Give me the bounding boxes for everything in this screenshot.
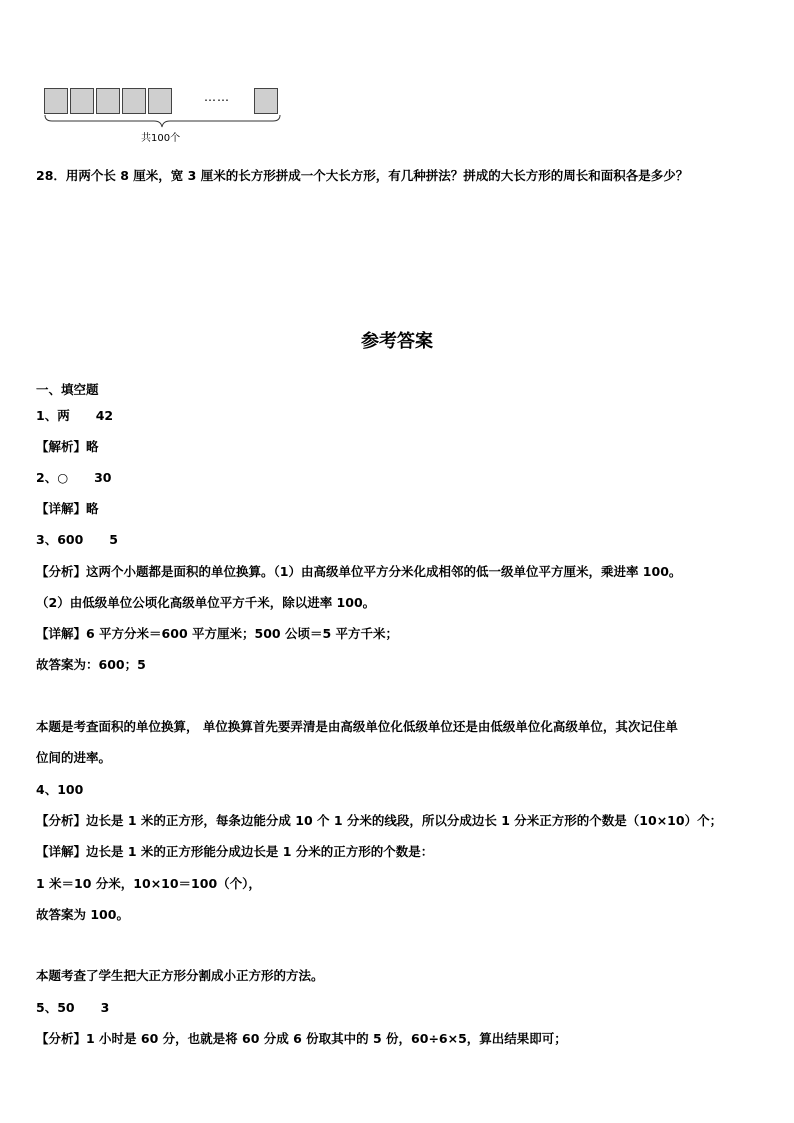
square-cell [96,88,120,114]
answer-2-value: 30 [94,470,112,485]
answer-3-number: 3、600 [36,532,84,547]
answer-5 [36,998,109,1016]
answer-3-detail: 【详解】6 平方分米＝600 平方厘米；500 公顷＝5 平方千米； [36,626,398,641]
answer-5-value: 3 [100,1000,110,1015]
answer-4-detail: 【详解】边长是 1 米的正方形能分成边长是 1 分米的正方形的个数是： [36,844,434,859]
square-cell [44,88,68,114]
answer-1-value: 42 [95,408,114,423]
square-cell [122,88,146,114]
answer-4: 4、100 [36,782,84,797]
answer-title: 参考答案 [361,331,433,352]
answer-4-calc: 1 米＝10 分米，10×10＝100（个）， [36,876,261,891]
answer-3-analysis: 【分析】这两个小题都是面积的单位换算。（1）由高级单位平方分米化成相邻的低一级单位平方厘米，乘进率 100。 [36,564,682,579]
answer-4-result: 故答案为 100。 [36,907,129,922]
question-28: 28．用两个长 8 厘米，宽 3 厘米的长方形拼成一个大长方形，有几种拼法？拼成的大长方形的周长和面积各是多少？ [36,168,689,183]
square-cell [148,88,172,114]
total-count-label: 共100个 [141,133,181,144]
answer-3 [36,530,118,548]
squares-figure [44,86,284,146]
answer-5-analysis: 【分析】1 小时是 60 分，也就是将 60 分成 6 份取其中的 5 份，60÷6×5，算出结果即可； [36,1031,567,1046]
answer-1-number: 1、两 [36,408,70,423]
answer-1-note: 【解析】略 [36,439,99,454]
ellipsis-dots: …… [204,90,230,104]
square-cell-last [254,88,278,114]
answer-3-analysis-cont: （2）由低级单位公顷化高级单位平方千米，除以进率 100。 [36,595,376,610]
answer-5-number: 5、50 [36,1000,75,1015]
answer-4-comment: 本题考查了学生把大正方形分割成小正方形的方法。 [36,968,324,983]
section-heading: 一、填空题 [36,382,99,397]
answer-4-analysis: 【分析】边长是 1 米的正方形，每条边能分成 10 个 1 分米的线段，所以分成边长 1 分米正方形的个数是（10×10）个； [36,813,723,828]
square-cell [70,88,94,114]
answer-3-comment: 本题是考查面积的单位换算， 单位换算首先要弄清是由高级单位化低级单位还是由低级单位化高级单位，其次记住单 [36,719,678,734]
answer-1 [36,406,113,424]
answer-2-note: 【详解】略 [36,501,99,516]
answer-3-value: 5 [109,532,118,547]
answer-2 [36,468,112,486]
answer-3-comment-cont: 位间的进率。 [36,750,112,765]
answer-2-number: 2、○ [36,470,69,485]
answer-3-result: 故答案为：600；5 [36,657,146,672]
